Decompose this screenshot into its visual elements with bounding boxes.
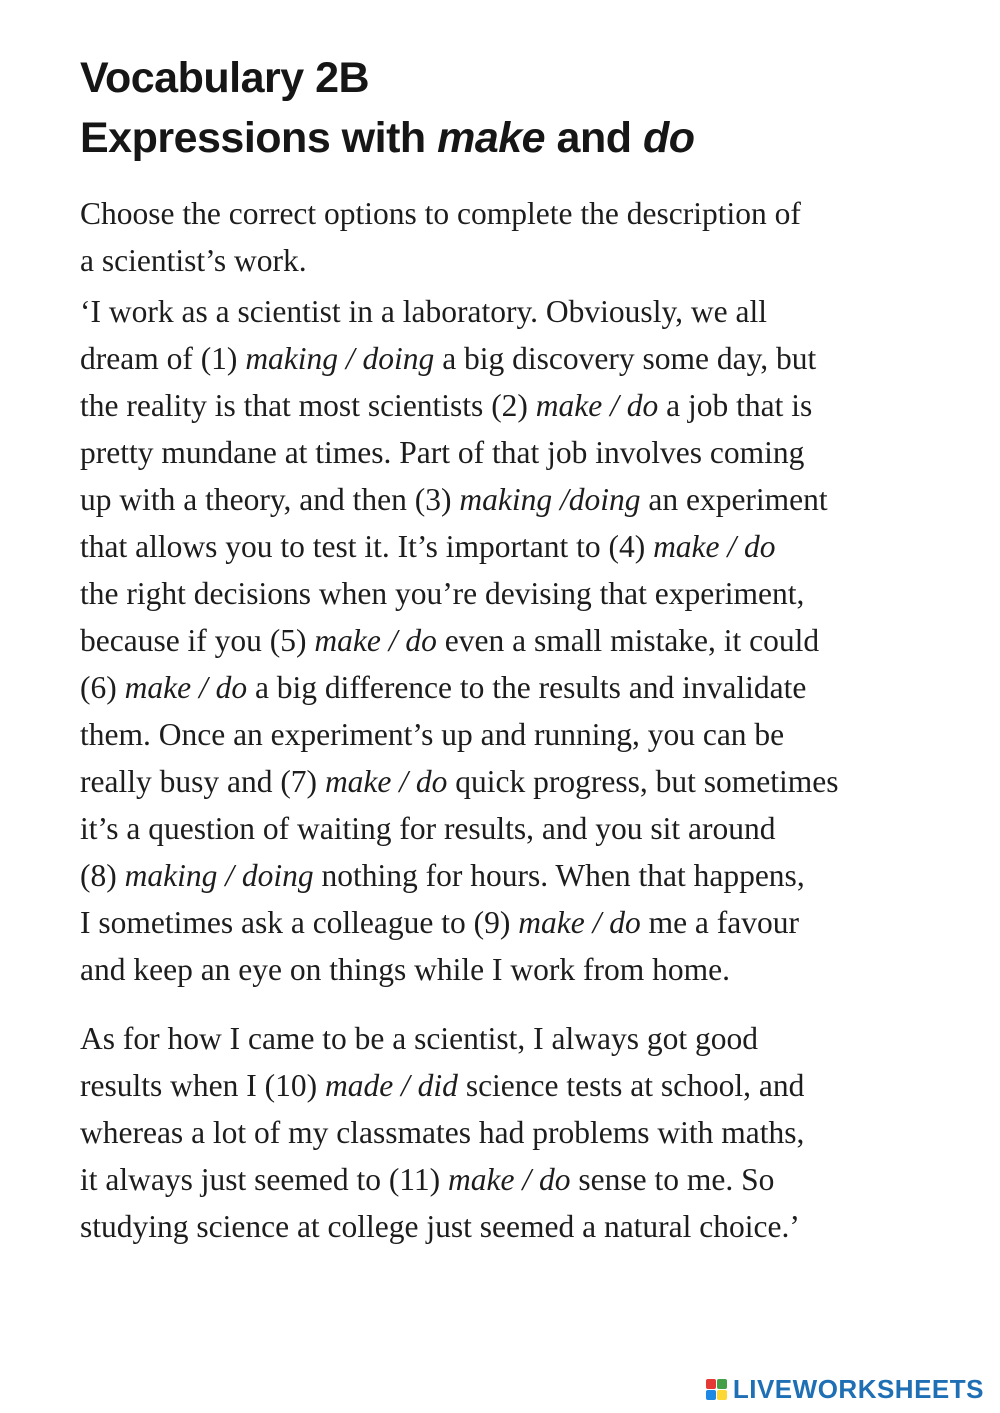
text-run: sense to me. So	[570, 1162, 775, 1197]
passage1-line-9	[80, 664, 940, 711]
text-run: quick progress, but sometimes	[447, 764, 839, 799]
option-4[interactable]: make / do	[653, 529, 776, 564]
text-run: because if you (5)	[80, 623, 315, 658]
text-run: an experiment	[640, 482, 828, 517]
text-run: (8)	[80, 858, 125, 893]
passage1-line-2	[80, 335, 940, 382]
option-5[interactable]: make / do	[314, 623, 437, 658]
text-run: the reality is that most scientists (2)	[80, 388, 536, 423]
option-7[interactable]: make / do	[324, 764, 448, 799]
text-run: a big difference to the results and invalidate	[247, 670, 807, 705]
passage1-line-8	[80, 617, 940, 664]
passage2-line-3: whereas a lot of my classmates had problems with maths,	[80, 1115, 805, 1150]
title-middle: and	[545, 114, 643, 162]
text-run: a job that is	[658, 388, 813, 423]
passage1-line-12: it’s a question of waiting for results, and you sit around	[80, 811, 776, 846]
title-do: do	[642, 114, 695, 162]
passage2-line-1: As for how I came to be a scientist, I always got good	[80, 1021, 758, 1056]
passage1-line-3	[80, 382, 940, 429]
text-run: that allows you to test it. It’s important to (4)	[80, 529, 654, 564]
passage1-line-7: the right decisions when you’re devising that experiment,	[80, 576, 805, 611]
liveworksheets-logo-icon	[706, 1379, 727, 1400]
option-6[interactable]: make / do	[124, 670, 248, 705]
text-run: I sometimes ask a colleague to (9)	[80, 905, 519, 940]
logo-square-yellow	[717, 1390, 727, 1400]
option-11[interactable]: make / do	[448, 1162, 571, 1197]
logo-square-green	[717, 1379, 727, 1389]
option-3[interactable]: making /doing	[459, 482, 641, 517]
text-run: dream of (1)	[80, 341, 246, 376]
title-make: make	[437, 114, 546, 162]
passage-paragraph-1	[80, 288, 940, 993]
title-line-1: Vocabulary 2B	[80, 54, 370, 102]
passage-paragraph-2	[80, 1015, 940, 1250]
instructions	[80, 190, 940, 284]
brand-name: LIVEWORKSHEETS	[732, 1374, 984, 1404]
page-title	[80, 48, 940, 168]
passage2-line-2	[80, 1062, 940, 1109]
text-run: it always just seemed to (11)	[80, 1162, 449, 1197]
text-run: science tests at school, and	[457, 1068, 805, 1103]
option-10[interactable]: made / did	[324, 1068, 458, 1103]
text-run: really busy and (7)	[80, 764, 325, 799]
passage2-line-5: studying science at college just seemed a natural choice.’	[80, 1209, 800, 1244]
passage1-line-4: pretty mundane at times. Part of that job involves coming	[80, 435, 805, 470]
option-1[interactable]: making / doing	[245, 341, 435, 376]
text-run: a big discovery some day, but	[434, 341, 817, 376]
liveworksheets-watermark	[706, 1374, 984, 1405]
instructions-line-1: Choose the correct options to complete the description of	[80, 196, 801, 231]
text-run: results when I (10)	[80, 1068, 325, 1103]
text-run: nothing for hours. When that happens,	[313, 858, 805, 893]
text-run: even a small mistake, it could	[436, 623, 820, 658]
logo-square-blue	[706, 1390, 716, 1400]
logo-square-red	[706, 1379, 716, 1389]
option-2[interactable]: make / do	[535, 388, 659, 423]
worksheet-page	[80, 48, 940, 1250]
passage1-line-14	[80, 899, 940, 946]
text-run: (6)	[80, 670, 125, 705]
option-8[interactable]: making / doing	[124, 858, 314, 893]
title-prefix: Expressions with	[80, 114, 438, 162]
passage1-line-5	[80, 476, 940, 523]
passage1-line-15: and keep an eye on things while I work from home.	[80, 952, 730, 987]
passage1-line-1: ‘I work as a scientist in a laboratory. Obviously, we all	[80, 294, 767, 329]
passage1-line-6	[80, 523, 940, 570]
text-run: me a favour	[640, 905, 800, 940]
text-run: up with a theory, and then (3)	[80, 482, 460, 517]
passage1-line-11	[80, 758, 940, 805]
passage1-line-10: them. Once an experiment’s up and running, you can be	[80, 717, 785, 752]
instructions-line-2: a scientist’s work.	[80, 243, 307, 278]
option-9[interactable]: make / do	[518, 905, 641, 940]
passage1-line-13	[80, 852, 940, 899]
title-line-2	[80, 108, 940, 168]
passage2-line-4	[80, 1156, 940, 1203]
